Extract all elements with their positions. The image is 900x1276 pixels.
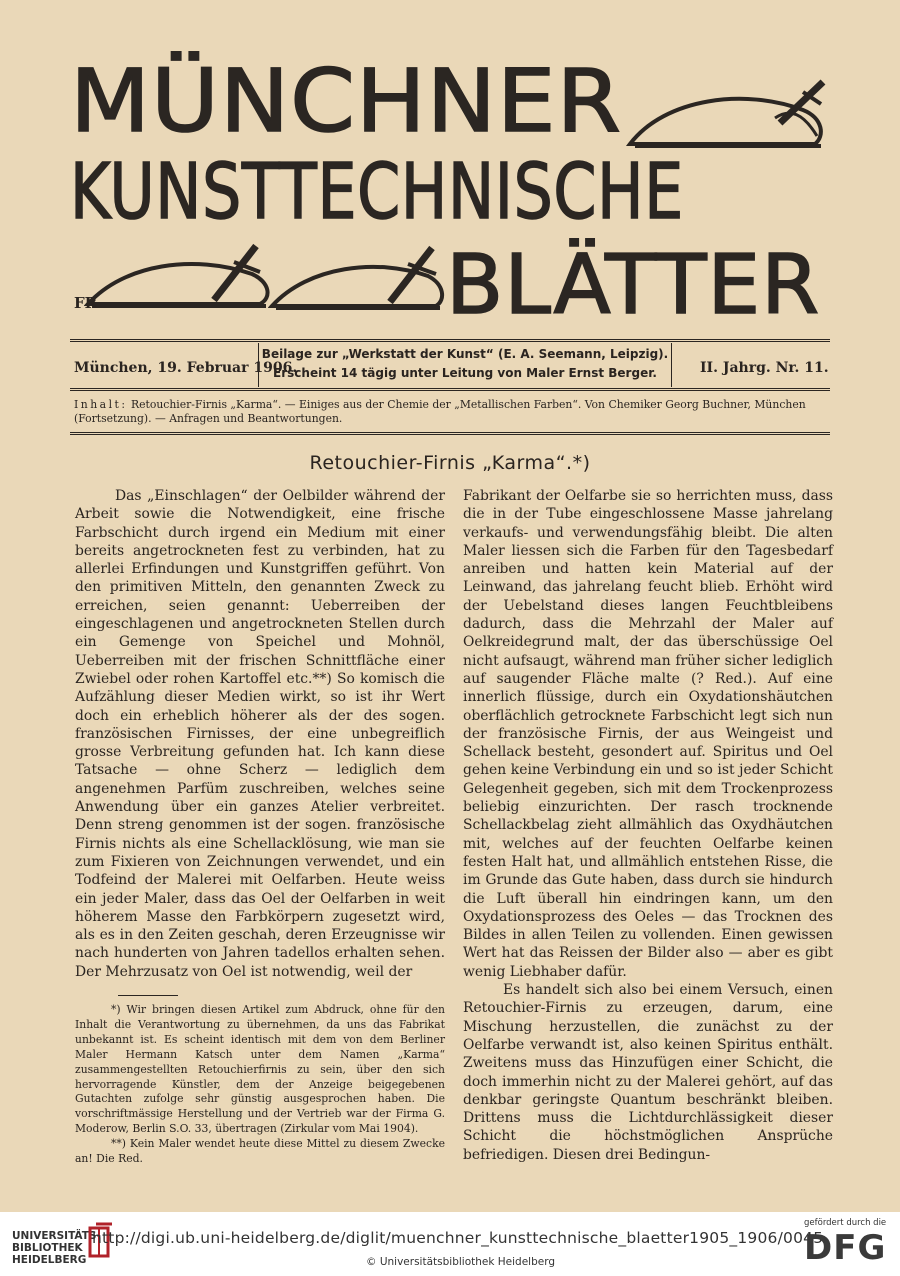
table-of-contents [74, 398, 830, 426]
footnote-rule [118, 995, 178, 996]
paragraph: Das „Einschlagen“ der Oelbilder während der Arbeit sowie die Notwendigkeit, eine frische Farbschicht durch irgend ein Medium mit einer bereits angetrockneten fest zu verbinden, hat zu allerlei Erfindungen und Kunstgriffen geführt. Von den primitiven Mitteln, den genannten Zweck zu erreichen, seien genannt: Ueberreiben der eingeschlagenen und angetrockneten Stellen durch ein Gemenge von Speichel und Mohnöl, Ueberreiben mit der frischen Schnittfläche einer Zwiebel oder rohen Kartoffel etc.**) So komisch die Aufzählung dieser Medien wirkt, so ist ihr Wert doch ein erheblich höherer als der des sogen. französischen Firnisses, der eine unbegreiflich grosse Verbreitung gefunden hat. Ich kann diese Tatsache — ohne Scherz — lediglich dem angenehmen Parfüm zuschreiben, welches seine Anwendung über ein ganzes Atelier verbreitet. Denn streng genommen ist der sogen. französische Firnis nichts als eine Schellacklösung, wie man sie zum Fixieren von Zeichnungen verwendet, und ein Todfeind der Malerei mit Oelfarben. Heute weiss ein jeder Maler, dass das Oel der Oelfarben in weit höherem Masse den Farbkörpern zugesetzt wird, als es in den Zeiten geschah, deren Erzeugnisse wir nach hunderten von Jahren tadellos erhalten sehen. Der Mehrzusatz von Oel ist notwendig, weil der [75, 488, 445, 980]
supplement-info [258, 343, 672, 387]
footnotes [75, 1003, 445, 1167]
supplement-line-2: Erscheint 14 tägig unter Leitung von Maler Ernst Berger. [273, 366, 657, 380]
palette-ornament-left [84, 240, 274, 310]
paragraph: Fabrikant der Oelfarbe sie so herrichten muss, dass die in der Tube eingeschlossene Masse jahrelang verkaufs- und verwendungsfähig bleibt. Die alten Maler liessen sich die Farben für den Tagesbedarf anreiben und hatten kein Material auf der Leinwand, das jahrelang feucht blieb. Erhöht wird der Uebelstand dieses langen Feuchtbleibens dadurch, dass die Mehrzahl der Maler auf Oelkreidegrund malt, der das überschüssige Oel nicht aufsaugt, während man früher sicher lediglich auf saugender Fläche malte (? Red.). Auf eine innerlich flüssige, durch ein Oxydationshäutchen oberflächlich getrocknete Farbschicht legt sich nun der französische Firnis, der aus Weingeist und Schellack besteht, gesondert auf. Spiritus und Oel gehen keine Verbindung ein und so ist jeder Schicht Gelegenheit gegeben, sich mit dem Trockenprozess beliebig einzurichten. Der rasch trocknende Schellackbelag zieht allmählich das Oxydhäutchen mit, welches auf der feuchten Oelfarbe keinen festen Halt hat, und allmählich entstehen Risse, die im Grunde das Gute haben, dass durch sie hindurch die Luft überall hin eindringen kann, um den Oxydationsprozess des Oeles — das Trocknen des Bildes in allen Teilen zu vollenden. Einen gewissen Wert hat das Reissen der Bilder also — aber es gibt wenig Liebhaber dafür. [463, 488, 833, 980]
article-column-right [463, 487, 833, 1164]
supplement-line-1: Beilage zur „Werkstatt der Kunst“ (E. A. Seemann, Leipzig). [261, 347, 669, 361]
article-column-left [75, 487, 445, 981]
masthead-line-1: MÜNCHNER [70, 52, 622, 152]
masthead-line-2: KUNSTTECHNISCHE [70, 148, 684, 237]
digitization-footer [0, 1212, 900, 1276]
copyright-notice: © Universitätsbibliothek Heidelberg [366, 1256, 556, 1268]
contents-label: Inhalt: [74, 398, 128, 411]
paragraph: Es handelt sich also bei einem Versuch, einen Retouchier-Firnis zu erzeugen, darum, eine Mischung herzustellen, die zunächst zu der Oelfarbe verwandt ist, also keinen Spiritus enthält. Zweitens muss das Hinzufügen einer Schicht, die doch immerhin nicht zu der Malerei gehört, auf das denkbar geringste Quantum beschränkt bleiben. Drittens muss die Lichtdurchlässigkeit dieser Schicht die höchstmöglichen Ansprüche befriedigen. Diesen drei Bedingun- [463, 982, 833, 1163]
top-rule [70, 339, 830, 342]
palette-ornament-middle [268, 244, 448, 314]
article-title: Retouchier-Firnis „Karma“.*) [309, 452, 591, 474]
contents-rule [70, 432, 830, 435]
footnote: **) Kein Maler wendet heute diese Mittel zu diesem Zwecke an! Die Red. [75, 1137, 445, 1166]
middle-rule [70, 388, 830, 391]
masthead-line-3: BLÄTTER [446, 238, 821, 334]
funded-by-label: gefördert durch die [804, 1218, 887, 1228]
dfg-logo: DFG [804, 1228, 887, 1268]
palette-ornament-top [625, 78, 830, 150]
permalink-url[interactable]: http://digi.ub.uni-heidelberg.de/diglit/muenchner_kunsttechnische_blaetter1905_1906/0045 [92, 1229, 824, 1247]
library-name: UNIVERSITÄTS- BIBLIOTHEK HEIDELBERG [12, 1230, 101, 1266]
footnote: *) Wir bringen diesen Artikel zum Abdruck, ohne für den Inhalt die Verantwortung zu übernehmen, da uns das Fabrikat unbekannt ist. Es scheint identisch mit dem von dem Berliner Maler Hermann Katsch unter dem Namen „Karma“ zusammengestellten Retouchierfirnis zu sein, über den sich hervorragende Künstler, dem der Anzeige beigegebenen Gutachten zufolge sehr günstig ausgesprochen haben. Die vorschriftmässige Herstellung und der Vertrieb war der Firma G. Moderow, Berlin S.O. 33, übertragen (Zirkular vom Mai 1904). [75, 1003, 445, 1136]
issue-number: II. Jahrg. Nr. 11. [700, 360, 829, 376]
artist-monogram: FR [74, 294, 98, 312]
contents-text: Retouchier-Firnis „Karma“. — Einiges aus der Chemie der „Metallischen Farben“. Von Chemiker Georg Buchner, München (Fortsetzung). — Anfragen und Beantwortungen. [74, 398, 806, 425]
issue-date: München, 19. Februar 1906. [74, 360, 298, 376]
